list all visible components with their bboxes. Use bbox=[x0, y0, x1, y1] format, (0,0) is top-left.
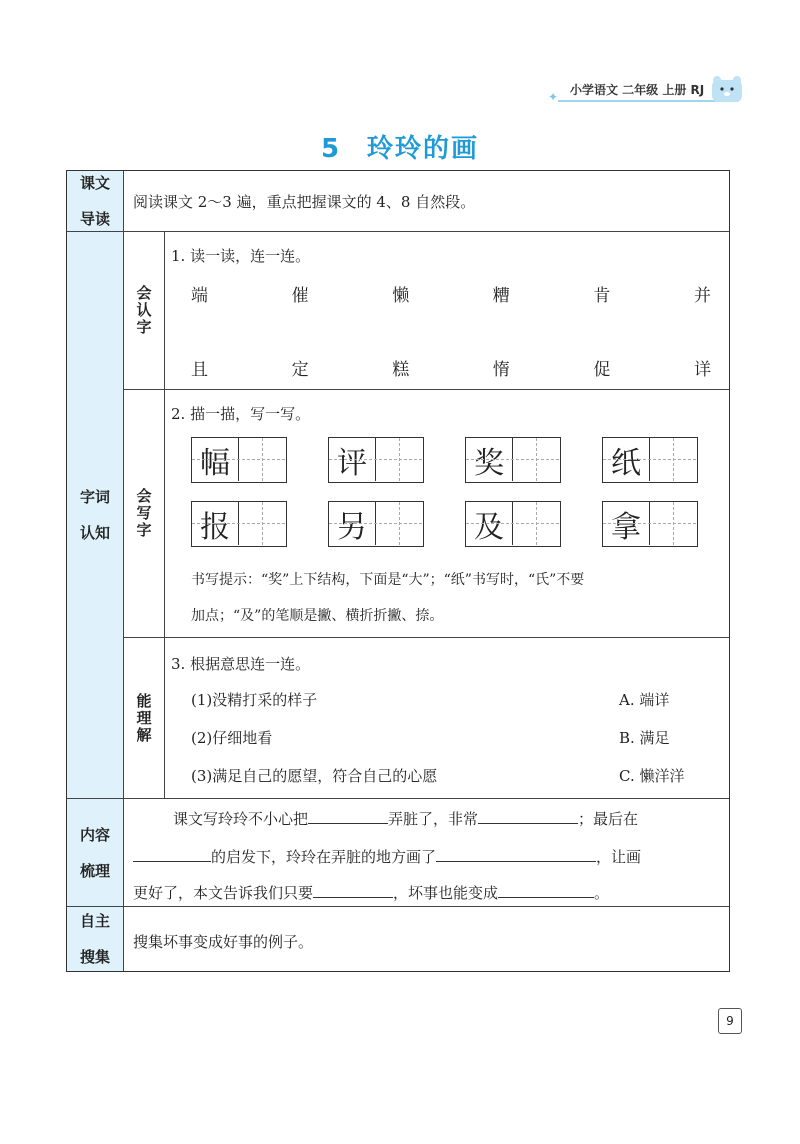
writing-grid[interactable] bbox=[328, 437, 424, 483]
guide-category bbox=[67, 171, 123, 231]
char-item: 并 bbox=[693, 286, 711, 306]
char-item: 促 bbox=[593, 360, 611, 380]
lesson-name: 玲玲的画 bbox=[367, 134, 480, 164]
search-label-line2: 搜集 bbox=[79, 948, 110, 966]
fill-blank[interactable] bbox=[436, 845, 596, 862]
recognize-instruction: 1. 读一读，连一连。 bbox=[171, 247, 311, 265]
summary-text: ，坏事也能变成 bbox=[393, 884, 499, 902]
char-item: 懒 bbox=[392, 286, 410, 306]
lesson-number: 5 bbox=[320, 134, 342, 164]
word-option: A. 端详 bbox=[619, 691, 670, 709]
summary-text: ；最后在 bbox=[578, 810, 639, 828]
writing-tip-line1: 书写提示：“奖”上下结构，下面是“大”；“纸”书写时，“氏”不要 bbox=[191, 572, 585, 588]
guide-label-line1: 课文 bbox=[79, 174, 110, 192]
fill-blank[interactable] bbox=[498, 881, 594, 898]
grid-char: 幅 bbox=[192, 438, 239, 481]
writing-grid[interactable] bbox=[191, 501, 287, 547]
words-category bbox=[67, 232, 123, 798]
summary-text: 的启发下，玲玲在弄脏的地方画了 bbox=[211, 848, 437, 866]
char-item: 定 bbox=[291, 360, 309, 380]
bear-mascot-icon bbox=[710, 74, 744, 104]
worksheet-table bbox=[66, 170, 730, 972]
char-item: 且 bbox=[191, 360, 208, 380]
words-label-line2: 认知 bbox=[79, 524, 110, 542]
fill-blank[interactable] bbox=[313, 881, 393, 898]
writing-grid[interactable] bbox=[465, 437, 561, 483]
row-divider bbox=[67, 231, 729, 232]
grid-char: 另 bbox=[329, 502, 376, 545]
summary-text: 。 bbox=[594, 884, 610, 902]
grid-char: 及 bbox=[466, 502, 513, 545]
fill-blank[interactable] bbox=[478, 807, 578, 824]
writing-grid[interactable] bbox=[465, 501, 561, 547]
search-category bbox=[67, 907, 123, 971]
grid-char: 拿 bbox=[603, 502, 650, 545]
word-option: C. 懒洋洋 bbox=[619, 767, 685, 785]
page-number: 9 bbox=[718, 1008, 742, 1034]
writing-grid[interactable] bbox=[602, 437, 698, 483]
char-item: 催 bbox=[291, 286, 309, 306]
recognize-label: 会认字 bbox=[124, 232, 164, 389]
star-icon: ✦ bbox=[548, 90, 559, 104]
summary-line-3 bbox=[133, 881, 609, 903]
recognize-row-2 bbox=[191, 355, 711, 380]
guide-label-line2: 导读 bbox=[79, 210, 110, 228]
row-divider bbox=[67, 798, 729, 799]
content-label-line2: 梳理 bbox=[79, 861, 110, 880]
search-label-line1: 自主 bbox=[79, 912, 110, 930]
char-item: 惰 bbox=[492, 360, 510, 380]
guide-text: 阅读课文 2～3 遍，重点把握课文的 4、8 自然段。 bbox=[133, 193, 476, 211]
fill-blank[interactable] bbox=[308, 807, 388, 824]
writing-grid[interactable] bbox=[602, 501, 698, 547]
book-info: 小学语文 二年级 上册 RJ bbox=[570, 83, 705, 97]
write-label: 会写字 bbox=[124, 390, 164, 637]
fill-blank[interactable] bbox=[133, 845, 211, 862]
grid-char: 纸 bbox=[603, 438, 650, 481]
understand-instruction: 3. 根据意思连一连。 bbox=[171, 655, 311, 673]
grid-char: 评 bbox=[329, 438, 376, 481]
char-item: 端 bbox=[191, 286, 208, 306]
words-label-line1: 字词 bbox=[79, 488, 110, 506]
sub-column-divider bbox=[164, 232, 165, 798]
char-item: 肯 bbox=[593, 286, 611, 306]
summary-text: 弄脏了，非常 bbox=[388, 810, 479, 828]
row-divider bbox=[124, 389, 729, 390]
grid-char: 奖 bbox=[466, 438, 513, 481]
word-option: B. 满足 bbox=[619, 729, 670, 747]
book-header bbox=[540, 72, 760, 112]
summary-text: ，让画 bbox=[596, 848, 642, 866]
summary-line-2 bbox=[133, 845, 641, 867]
writing-grid[interactable] bbox=[328, 501, 424, 547]
summary-line-1 bbox=[173, 807, 638, 829]
meaning-item: (2)仔细地看 bbox=[191, 729, 273, 747]
meaning-item: (1)没精打采的样子 bbox=[191, 691, 318, 709]
content-label-line1: 内容 bbox=[79, 825, 110, 844]
char-item: 糟 bbox=[492, 286, 510, 306]
char-item: 糕 bbox=[392, 360, 410, 380]
grid-char: 报 bbox=[192, 502, 239, 545]
summary-text: 更好了，本文告诉我们只要 bbox=[133, 884, 314, 902]
content-category bbox=[67, 799, 123, 906]
column-divider bbox=[123, 171, 124, 971]
lesson-title bbox=[0, 128, 800, 165]
search-task-text: 搜集坏事变成好事的例子。 bbox=[133, 933, 314, 951]
recognize-row-1 bbox=[191, 281, 711, 306]
row-divider bbox=[67, 906, 729, 907]
understand-label: 能理解 bbox=[124, 638, 164, 798]
meaning-item: (3)满足自己的愿望，符合自己的心愿 bbox=[191, 767, 438, 785]
writing-tip-line2: 加点；“及”的笔顺是撇、横折折撇、捺。 bbox=[191, 608, 444, 624]
char-item: 详 bbox=[693, 360, 711, 380]
row-divider bbox=[124, 637, 729, 638]
summary-text: 课文写玲玲不小心把 bbox=[173, 810, 309, 828]
write-instruction: 2. 描一描，写一写。 bbox=[171, 405, 311, 423]
writing-grid[interactable] bbox=[191, 437, 287, 483]
